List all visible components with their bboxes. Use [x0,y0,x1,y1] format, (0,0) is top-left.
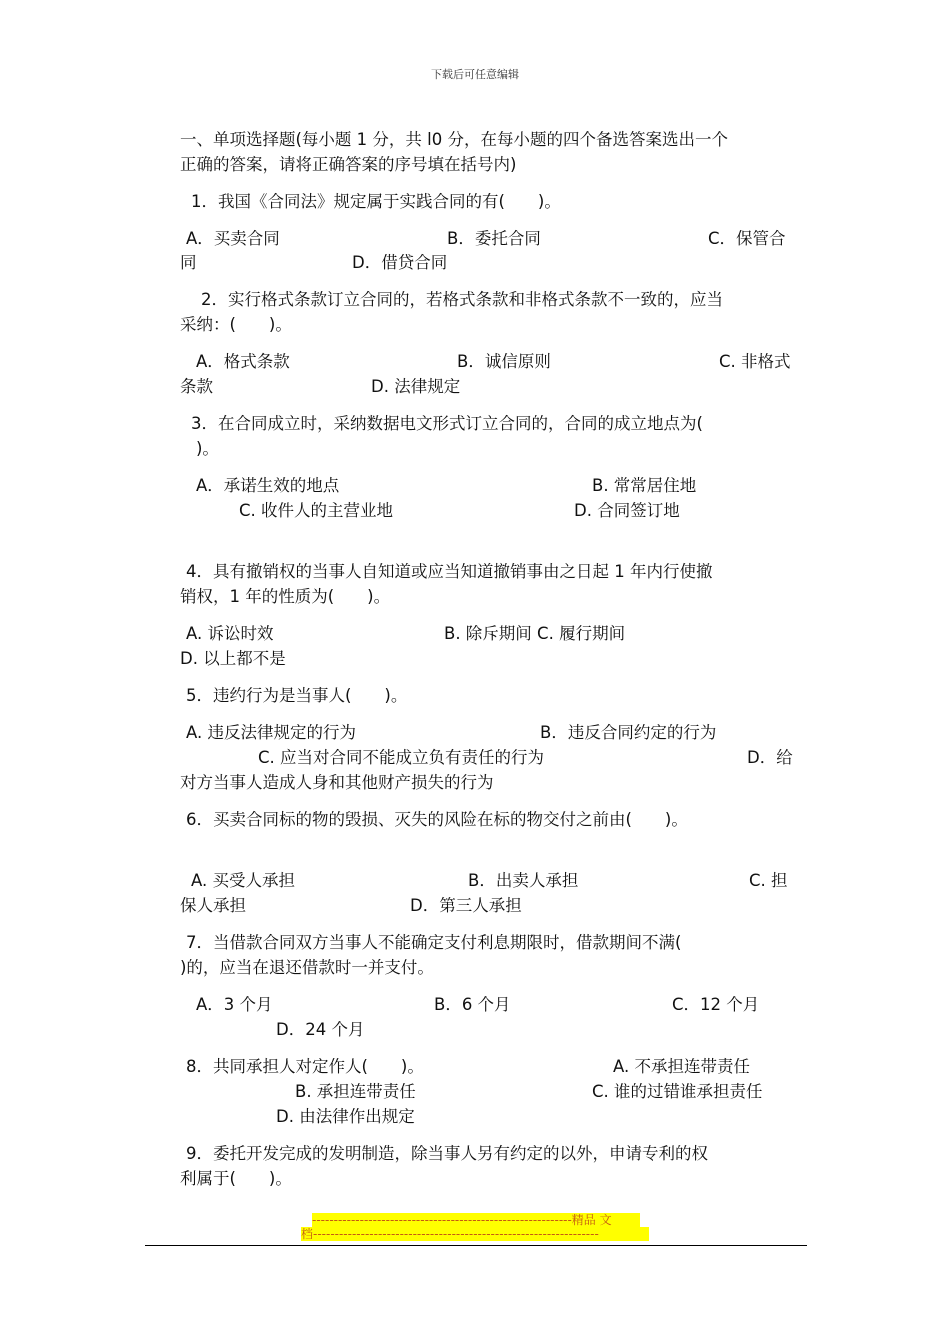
q2-stem-2: 采纳：( )。 [180,315,292,334]
q9-stem-1: 9．委托开发完成的发明制造，除当事人另有约定的以外，申请专利的权 [186,1144,708,1163]
intro-line-2: 正确的答案，请将正确答案的序号填在括号内) [180,155,517,174]
page-header: 下载后可任意编辑 [431,68,519,81]
q7-stem-2: )的，应当在退还借款时一并支付。 [180,958,434,977]
q8-stem: 8．共同承担人对定作人( )。 [186,1057,424,1076]
q1-option-c-cont: 同 [180,253,197,272]
q8-option-d: D. 由法律作出规定 [276,1107,415,1126]
q1-option-c: C．保管合 [708,229,786,248]
q4-stem-1: 4．具有撤销权的当事人自知道或应当知道撤销事由之日起 1 年内行使撤 [186,562,713,581]
q6-option-d: D．第三人承担 [410,896,522,915]
q2-option-a: A．格式条款 [196,352,290,371]
q3-option-a: A．承诺生效的地点 [196,476,340,495]
q7-option-c: C．12 个月 [672,995,760,1014]
q3-option-b: B. 常常居住地 [592,476,697,495]
q7-option-b: B．6 个月 [434,995,511,1014]
footer-watermark-line-2: 档------------------------------------------------------------------ [301,1227,649,1241]
q3-stem-2: )。 [196,439,219,458]
q3-stem-1: 3．在合同成立时，采纳数据电文形式订立合同的，合同的成立地点为( [191,414,703,433]
q8-option-a: A. 不承担连带责任 [613,1057,750,1076]
q2-stem-1: 2．实行格式条款订立合同的，若格式条款和非格式条款不一致的，应当 [201,290,723,309]
q6-option-b: B．出卖人承担 [468,871,579,890]
q9-stem-2: 利属于( )。 [180,1169,292,1188]
q5-option-b: B．违反合同约定的行为 [540,723,717,742]
q7-option-a: A．3 个月 [196,995,273,1014]
q7-option-d: D．24 个月 [276,1020,365,1039]
q8-option-c: C. 谁的过错谁承担责任 [592,1082,763,1101]
q5-option-d: D．给 [747,748,793,767]
q1-option-a: A．买卖合同 [186,229,280,248]
footer-watermark-line-1: ------------------------------------------------------------精品 文 [312,1213,640,1227]
q6-option-c-cont: 保人承担 [180,896,246,915]
q4-option-a: A. 诉讼时效 [186,624,274,643]
q8-option-b: B. 承担连带责任 [295,1082,416,1101]
q7-stem-1: 7．当借款合同双方当事人不能确定支付利息期限时，借款期间不满( [186,933,682,952]
q4-option-bc: B. 除斥期间 C. 履行期间 [444,624,626,643]
q6-stem: 6．买卖合同标的物的毁损、灭失的风险在标的物交付之前由( )。 [186,810,688,829]
q4-option-d: D. 以上都不是 [180,649,286,668]
q2-option-d: D. 法律规定 [371,377,461,396]
q6-option-c: C. 担 [749,871,788,890]
q4-stem-2: 销权，1 年的性质为( )。 [180,587,391,606]
q5-option-a: A. 违反法律规定的行为 [186,723,356,742]
intro-line-1: 一、单项选择题(每小题 1 分，共 l0 分，在每小题的四个备选答案选出一个 [180,130,728,149]
q5-stem: 5．违约行为是当事人( )。 [186,686,408,705]
q6-option-a: A. 买受人承担 [191,871,295,890]
q1-option-d: D．借贷合同 [352,253,448,272]
q2-option-c: C. 非格式 [719,352,791,371]
q5-option-d-cont: 对方当事人造成人身和其他财产损失的行为 [180,773,494,792]
q5-option-c: C. 应当对合同不能成立负有责任的行为 [258,748,545,767]
footer-rule [145,1245,807,1246]
q2-option-c-cont: 条款 [180,377,213,396]
q2-option-b: B．诚信原则 [457,352,551,371]
q1-stem: 1．我国《合同法》规定属于实践合同的有( )。 [191,192,561,211]
q3-option-c: C. 收件人的主营业地 [239,501,394,520]
q3-option-d: D. 合同签订地 [574,501,680,520]
q1-option-b: B．委托合同 [447,229,541,248]
